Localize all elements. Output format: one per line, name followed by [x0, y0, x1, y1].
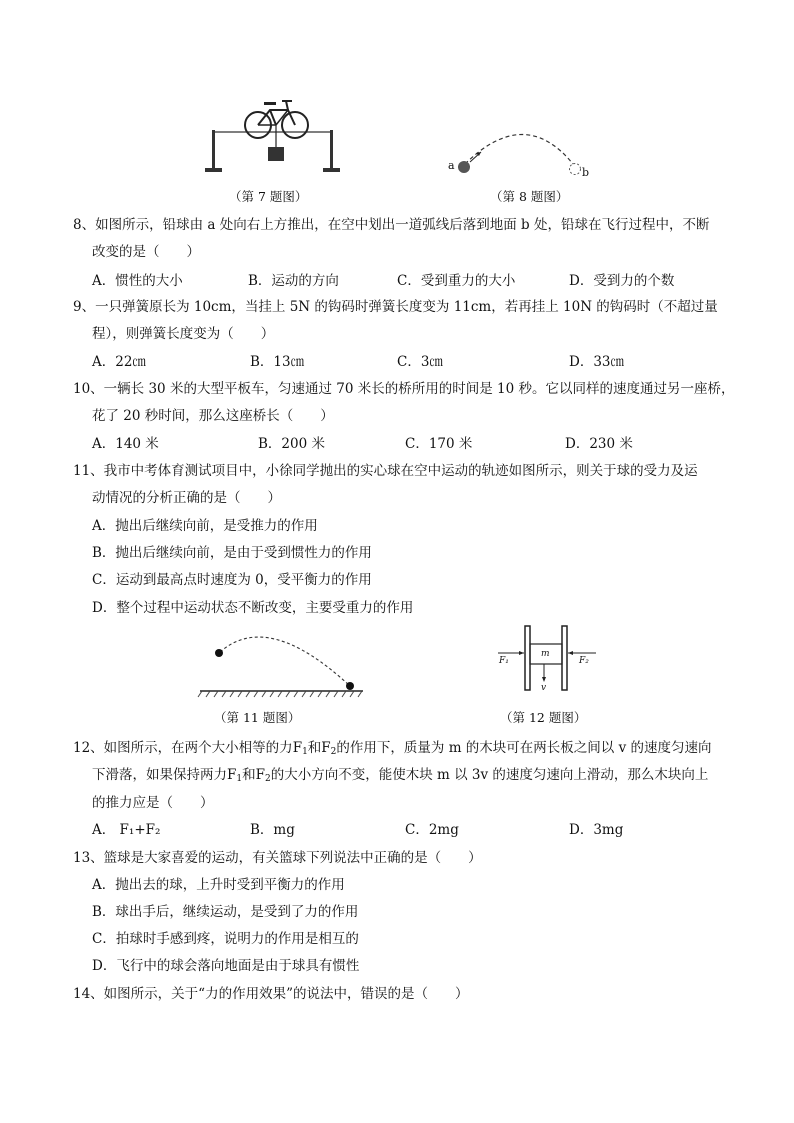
- figure-8-label-b: b: [582, 166, 590, 179]
- question-9-line-1: 9、一只弹簧原长为 10cm，当挂上 5N 的钩码时弹簧长度变为 11cm，若再挂上 10N 的钩码时（不超过量: [73, 299, 718, 315]
- question-8-option-b: B．运动的方向: [248, 273, 339, 289]
- question-12-line-1: [73, 736, 712, 757]
- question-13-line-1: 13、篮球是大家喜爱的运动，有关篮球下列说法中正确的是（ ）: [73, 850, 482, 866]
- question-9-option-a: A．22㎝: [92, 354, 146, 370]
- question-10-line-2: 花了 20 秒时间，那么这座桥长（ ）: [92, 408, 334, 424]
- question-9-option-b: B．13㎝: [250, 354, 305, 370]
- figure-8-caption: （第 8 题图）: [490, 189, 569, 204]
- figure-12-label-v: v: [541, 683, 547, 693]
- figure-7-bicycle-on-wire: [200, 92, 360, 177]
- force-f2-symbol: $F_2$: [321, 740, 337, 757]
- question-8-line-2: 改变的是（ ）: [92, 244, 200, 260]
- question-10-option-b: B．200 米: [258, 436, 325, 452]
- question-11-option-a: A．抛出后继续向前，是受推力的作用: [92, 518, 318, 534]
- question-10-option-d: D．230 米: [565, 436, 633, 452]
- figure-8-shot-put-trajectory: [445, 130, 595, 180]
- question-8-line-1: 8、如图所示，铅球由 a 处向右上方推出，在空中划出一道弧线后落到地面 b 处，铅球在飞行过程中，不断: [73, 217, 710, 233]
- question-13-option-a: A．抛出去的球，上升时受到平衡力的作用: [92, 877, 345, 893]
- force-f1-symbol: $F_1$: [227, 767, 243, 784]
- question-13-option-c: C．拍球时手感到疼，说明力的作用是相互的: [92, 931, 359, 947]
- question-8-option-d: D．受到力的个数: [569, 273, 675, 289]
- question-12-option-d: D．3mg: [569, 822, 624, 838]
- question-12-text-1c: 的作用下，质量为 m 的木块可在两长板之间以 v 的速度匀速向: [336, 740, 712, 756]
- question-12-line-3: 的推力应是（ ）: [92, 795, 214, 811]
- force-f2-symbol: $F_2$: [255, 767, 271, 784]
- figure-12-label-f2: F₂: [579, 656, 589, 666]
- figure-11-caption: （第 11 题图）: [214, 710, 301, 725]
- question-13-option-d: D．飞行中的球会落向地面是由于球具有惯性: [92, 958, 360, 974]
- question-11-option-d: D．整个过程中运动状态不断改变，主要受重力的作用: [92, 600, 414, 616]
- question-8-option-a: A．惯性的大小: [92, 273, 183, 289]
- question-12-option-c: C．2mg: [405, 822, 459, 838]
- question-10-line-1: 10、一辆长 30 米的大型平板车，匀速通过 70 米长的桥所用的时间是 10 秒。它以同样的速度通过另一座桥，: [73, 381, 735, 397]
- figure-12-caption: （第 12 题图）: [500, 710, 587, 725]
- question-12-text-1b: 和: [307, 740, 322, 756]
- figure-12-label-f1: F₁: [499, 656, 509, 666]
- figure-7-caption: （第 7 题图）: [229, 189, 308, 204]
- question-9-option-c: C．3㎝: [397, 354, 443, 370]
- question-14-line-1: 14、如图所示，关于“力的作用效果”的说法中，错误的是（ ）: [73, 986, 469, 1002]
- question-11-option-b: B．抛出后继续向前，是由于受到惯性力的作用: [92, 545, 372, 561]
- question-12-line-2: [92, 763, 708, 784]
- question-9-line-2: 程），则弹簧长度变为（ ）: [92, 326, 275, 342]
- question-12-text-1a: 12、如图所示，在两个大小相等的力: [73, 740, 293, 756]
- question-12-option-a: A． F₁+F₂: [92, 822, 161, 838]
- question-13-option-b: B．球出手后，继续运动，是受到了力的作用: [92, 904, 359, 920]
- question-11-line-2: 动情况的分析正确的是（ ）: [92, 490, 281, 506]
- question-11-line-1: 11、我市中考体育测试项目中，小徐同学抛出的实心球在空中运动的轨迹如图所示，则关于球的受力及运: [73, 463, 698, 479]
- question-8-option-c: C．受到重力的大小: [397, 273, 516, 289]
- question-12-text-2b: 和: [242, 767, 256, 783]
- question-9-option-d: D．33㎝: [569, 354, 625, 370]
- figure-11-ball-trajectory: [198, 630, 368, 700]
- question-10-option-c: C．170 米: [405, 436, 473, 452]
- figure-12-label-m: m: [541, 649, 550, 659]
- figure-8-label-a: a: [448, 159, 455, 172]
- question-12-text-2a: 下滑落，如果保持两力: [92, 767, 227, 783]
- question-11-option-c: C．运动到最高点时速度为 0，受平衡力的作用: [92, 572, 372, 588]
- question-10-option-a: A．140 米: [92, 436, 159, 452]
- force-f1-symbol: $F_1$: [292, 740, 308, 757]
- question-12-text-2c: 的大小方向不变，能使木块 m 以 3v 的速度匀速向上滑动，那么木块向上: [270, 767, 709, 783]
- question-12-option-b: B．mg: [250, 822, 295, 838]
